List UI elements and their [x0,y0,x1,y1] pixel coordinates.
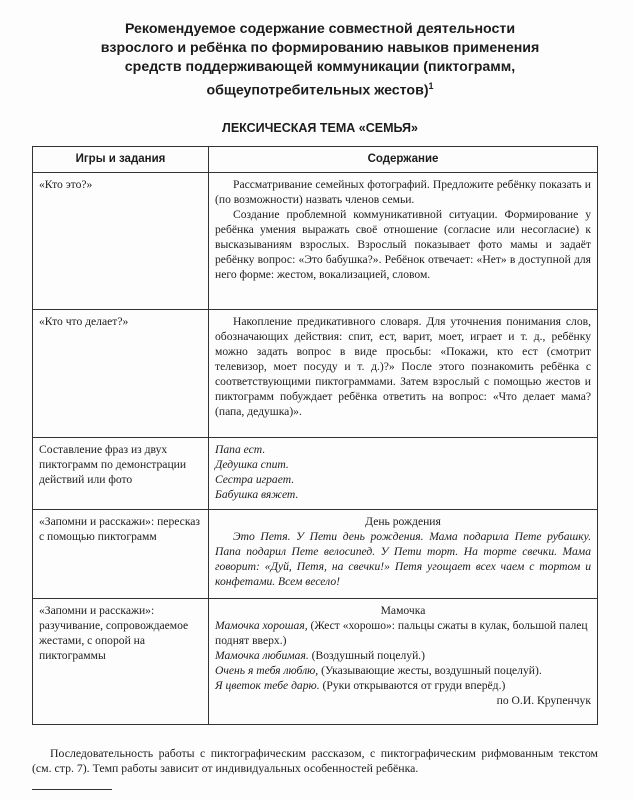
content-cell [209,173,598,310]
page-title [30,20,610,101]
table-row [33,510,598,599]
poem-line [215,663,591,678]
title-line-text: общеупотребительных жестов) [206,82,429,99]
title-line: взрослого и ребёнка по формированию навыков применения [100,40,540,56]
phrase-line: Дедушка спит. [215,458,289,471]
table-row [33,310,598,438]
poem-line [215,678,591,693]
activity-table [32,146,598,725]
gesture-note: (Руки открываются от груди вперёд.) [319,679,506,692]
poem-text: Мамочка любимая. [215,649,309,662]
gesture-note: (Жест «хорошо»: пальцы сжаты в кулак, большой палец поднят вверх.) [215,619,588,647]
lexical-theme-heading: ЛЕКСИЧЕСКАЯ ТЕМА «СЕМЬЯ» [222,121,418,135]
poem-text: Очень я тебя люблю, [215,664,319,677]
gesture-note: (Указывающие жесты, воздушный поцелуй). [318,664,542,677]
gesture-note: (Воздушный поцелуй.) [308,649,426,662]
poem-text: Мамочка хорошая, [215,619,308,632]
story-text: Это Петя. У Пети день рождения. Мама подарила Пете рубашку. Папа подарил Пете велосипед. У Пети торт. На торте свечки. Мама говорит: «Дуй, Петя, на свечки!» Петя угощает всех чаем с тортом и конфетами. Всем весело! [215,530,591,588]
content-cell [209,310,598,438]
title-line: Рекомендуемое содержание совместной деятельности [124,21,516,37]
phrase-line: Папа ест. [215,443,266,456]
content-paragraph: Создание проблемной коммуникативной ситуации. Формирование у ребёнка умения выражать своё отношение (согласие или несогласие) к высказываниям взрослых. Взрослый показывает фото мамы и задаёт ребёнку вопрос: «Это бабушка?». Ребёнок отвечает: «Нет» в доступной для него форме: жестом, вокализацией, словом. [215,208,591,281]
game-cell: «Кто это?» [33,173,209,310]
table-header-row [33,147,598,173]
title-line [30,77,610,101]
story-heading: День рождения [365,515,441,528]
poem-author: по О.И. Крупенчук [496,694,591,707]
content-paragraph: Накопление предикативного словаря. Для уточнения понимания слов, обозначающих действия: спит, ест, варит, моет, играет и т. д., ребёнку можно задать вопрос в виде просьбы: «Покажи, кто ест (смотрит телевизор, моет посуду и т. д.)?» После этого познакомить ребёнка с соответствующими пиктограммами. Затем взрослый с помощью жестов и пиктограмм побуждает ребёнка ответить на вопрос: «Что делает мама? (папа, дедушка)». [215,315,591,418]
phrase-line: Бабушка вяжет. [215,488,299,501]
poem-heading: Мамочка [380,604,426,617]
content-cell [209,599,598,725]
title-line: средств поддерживающей коммуникации (пиктограмм, [124,59,516,75]
footer-note: Последовательность работы с пиктографическим рассказом, с пиктографическим рифмованным текстом (см. стр. 7). Темп работы зависит от индивидуальных особенностей ребёнка. [32,746,598,775]
footnote-divider [32,789,112,790]
content-cell [209,510,598,599]
poem-text: Я цветок тебе дарю. [215,679,320,692]
table-row [33,173,598,310]
game-cell: «Запомни и расскажи»: разучивание, сопровождаемое жестами, с опорой на пиктограммы [33,599,209,725]
poem-line [215,648,591,663]
poem-line [215,618,591,648]
table-row [33,438,598,510]
content-paragraph: Рассматривание семейных фотографий. Предложите ребёнку показать и (по возможности) назвать членов семьи. [215,178,591,206]
phrase-line: Сестра играет. [215,473,295,486]
game-cell: Составление фраз из двух пиктограмм по демонстрации действий или фото [33,438,209,510]
content-cell [209,438,598,510]
game-cell: «Запомни и расскажи»: пересказ с помощью пиктограмм [33,510,209,599]
footnote-mark: 1 [428,81,434,91]
game-cell: «Кто что делает?» [33,310,209,438]
column-header-games: Игры и задания [33,147,209,173]
column-header-content: Содержание [209,147,598,173]
table-row [33,599,598,725]
